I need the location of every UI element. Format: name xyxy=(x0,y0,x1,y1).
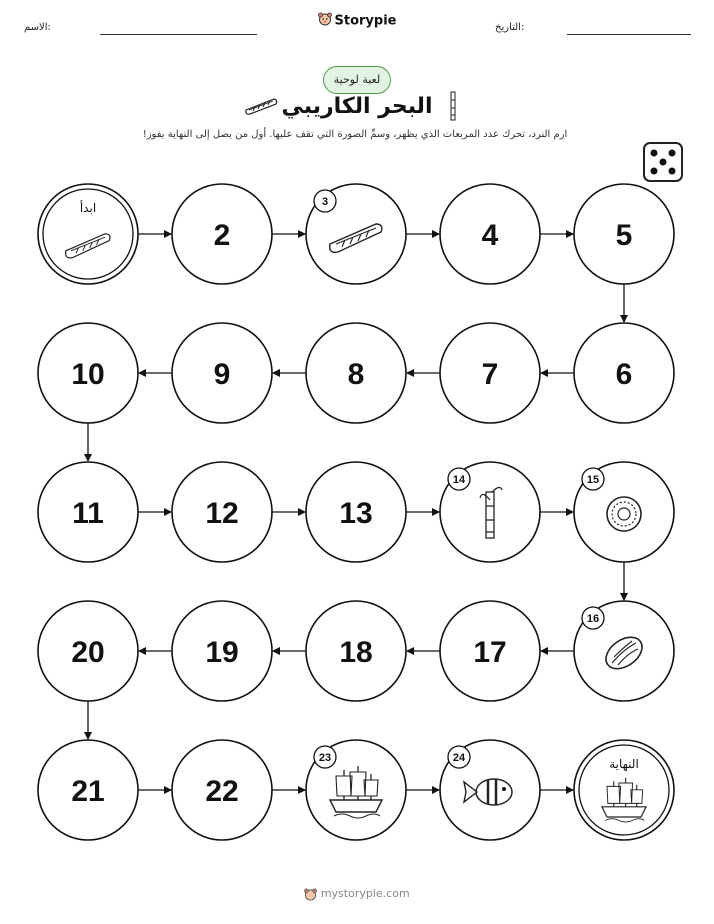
board-cell-8 xyxy=(306,323,406,423)
board-cell-6 xyxy=(574,323,674,423)
board-cell-7 xyxy=(440,323,540,423)
game-type-badge: لعبة لوحية xyxy=(323,66,391,94)
board-cell-2 xyxy=(172,184,272,284)
cell-number: 12 xyxy=(205,497,239,530)
board-cell-12 xyxy=(172,462,272,562)
start-label: ابدأ xyxy=(79,201,97,215)
footer xyxy=(0,887,714,901)
name-label: الاسم: xyxy=(24,22,51,33)
footer-url[interactable]: mystorypie.com xyxy=(320,887,410,900)
board-cell-21 xyxy=(38,740,138,840)
board-cell-25 xyxy=(574,740,674,840)
cell-number: 23 xyxy=(318,752,332,764)
board-cell-3 xyxy=(306,184,406,284)
board-cell-15 xyxy=(574,462,674,562)
cell-number: 8 xyxy=(347,358,365,391)
board-cell-4 xyxy=(440,184,540,284)
cell-number: 14 xyxy=(452,474,466,486)
cell-number: 11 xyxy=(72,497,104,530)
instructions-text: ارم النرد، تحرك عدد المربعات الذي يظهر، وسمِّ الصورة التي تقف عليها. أول من يصل إلى النهاية يفوز! xyxy=(142,129,568,140)
board-cell-20 xyxy=(38,601,138,701)
board-cell-17 xyxy=(440,601,540,701)
end-label: النهاية xyxy=(609,757,639,771)
cell-circle xyxy=(38,184,138,284)
board-cell-23 xyxy=(306,740,406,840)
cell-number: 15 xyxy=(586,474,600,486)
cell-number: 10 xyxy=(71,358,105,391)
board-cell-18 xyxy=(306,601,406,701)
board-cell-19 xyxy=(172,601,272,701)
board-cell-1 xyxy=(38,184,138,284)
page-title: البحر الكاريبي xyxy=(281,94,433,119)
cell-number: 2 xyxy=(213,219,231,252)
cell-number: 24 xyxy=(452,752,466,764)
date-label: التاريخ: xyxy=(495,22,525,33)
board-cell-14 xyxy=(440,462,540,562)
board-cell-10 xyxy=(38,323,138,423)
cell-number: 20 xyxy=(71,636,105,669)
cell-number: 4 xyxy=(481,219,499,252)
board-cell-9 xyxy=(172,323,272,423)
cell-number: 6 xyxy=(615,358,633,391)
board-cell-24 xyxy=(440,740,540,840)
brand-name: Storypie xyxy=(334,13,397,29)
cell-number: 17 xyxy=(473,636,507,669)
cell-number: 3 xyxy=(321,196,329,208)
cell-number: 18 xyxy=(339,636,373,669)
cell-number: 5 xyxy=(615,219,633,252)
board-cell-11 xyxy=(38,462,138,562)
cell-number: 7 xyxy=(481,358,499,391)
board-cell-16 xyxy=(574,601,674,701)
cell-number: 9 xyxy=(213,358,231,391)
cell-number: 16 xyxy=(586,613,600,625)
footer-mascot-icon xyxy=(304,887,321,900)
cell-number: 21 xyxy=(71,775,105,808)
cell-number: 13 xyxy=(339,497,373,530)
board-cell-5 xyxy=(574,184,674,284)
board-cell-13 xyxy=(306,462,406,562)
coin-icon xyxy=(607,497,641,531)
cell-number: 22 xyxy=(205,775,239,808)
board-cell-22 xyxy=(172,740,272,840)
cell-number: 19 xyxy=(205,636,239,669)
